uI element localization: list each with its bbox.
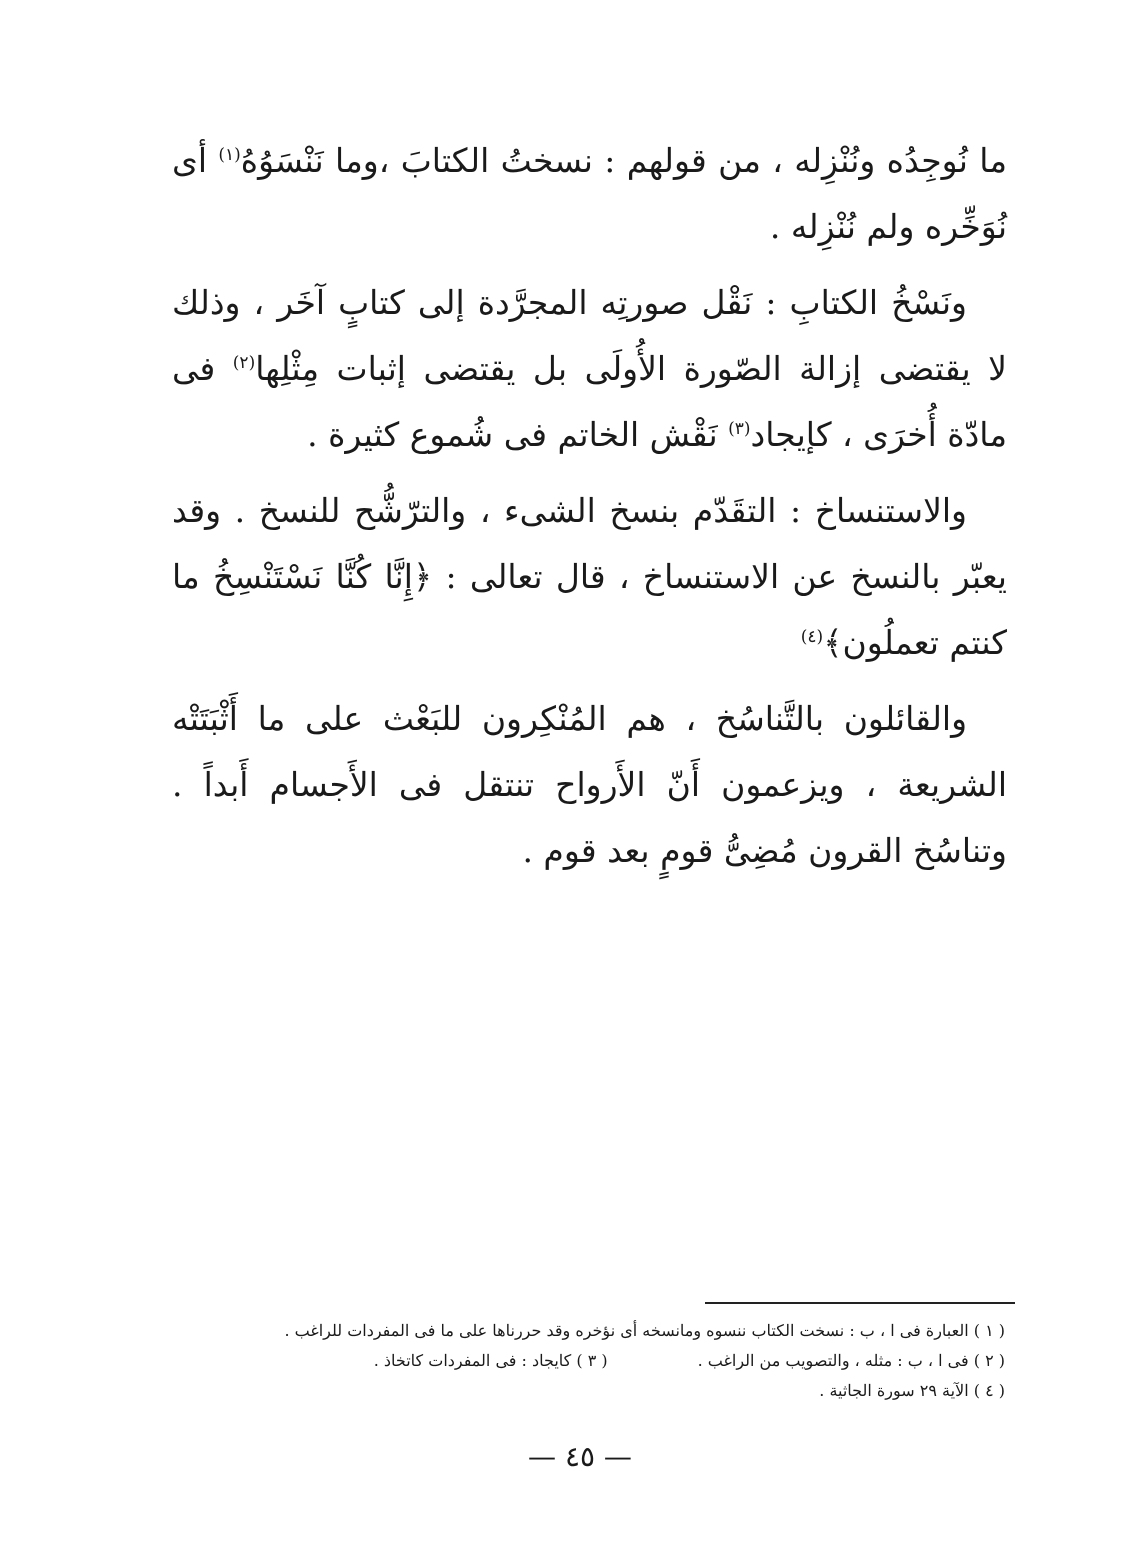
paragraph (172, 478, 1007, 676)
footnote-marker: (٤) (800, 627, 824, 647)
footnotes (205, 1316, 1005, 1406)
footnote-marker: (١) (218, 145, 241, 165)
footnote-marker: (٢) (232, 353, 256, 373)
footnote-2: ( ٢ ) فى ا ، ب : مثله ، والتصويب من الراغب . (697, 1351, 1005, 1370)
paragraph-text: والقائلون بالتَّناسُخ ، هم المُنْكِرون للبَعْث على ما أَثْبَتَتْه الشريعة ، ويزعمون أَنّ الأَرواح تنتقل فى الأَجسام أَبداً . وتناسُخ القرون مُضِىُّ قومٍ بعد قوم . (172, 699, 1007, 870)
main-text (172, 128, 1007, 894)
footnote-3: ( ٣ ) كايجاد : فى المفردات كاتخاذ . (373, 1351, 608, 1370)
page-number: — ٤٥ — (528, 1440, 632, 1473)
footnote-marker: (٣) (728, 419, 751, 439)
paragraph-text: أى نُوَخِّره ولم نُنْزِله . (172, 141, 1007, 246)
footnote-1: ( ١ ) العبارة فى ا ، ب : نسخت الكتاب ننسوه ومانسخه أى نؤخره وقد حررناها على ما فى المفردات للراغب . (284, 1321, 1005, 1340)
paragraph-text: فى مادّة أُخرَى ، كإيجاد (172, 349, 1007, 454)
paragraph-text: ونَسْخُ الكتابِ : نَقْل صورتِه المجرَّدة إلى كتابٍ آخَر ، وذلك لا يقتضى إزالة الصّورة الأُولَى بل يقتضى إثبات مِثْلِها (172, 283, 1007, 388)
paragraph-text: والاستنساخ : التقَدّم بنسخ الشىء ، والترّشُّح للنسخ . وقد يعبّر بالنسخ عن الاستنساخ ، قال تعالى : ﴿إِنَّا كُنَّا نَسْتَنْسِخُ ما كنتم تعملُون﴾ (172, 491, 1007, 662)
footnotes-row-2-3 (205, 1346, 1005, 1376)
paragraph (172, 270, 1007, 468)
paragraph (172, 686, 1007, 884)
footnote-separator (705, 1302, 1015, 1304)
paragraph-text: ما نُوجِدُه ونُنْزِله ، من قولهم : نسختُ الكتابَ ،وما نَنْسَوُهُ (240, 141, 1007, 180)
paragraph (172, 128, 1007, 260)
paragraph-text: نَقْش الخاتم فى شُموع كثيرة . (307, 415, 729, 454)
footnote-4: ( ٤ ) الآية ٢٩ سورة الجاثية . (819, 1381, 1005, 1400)
